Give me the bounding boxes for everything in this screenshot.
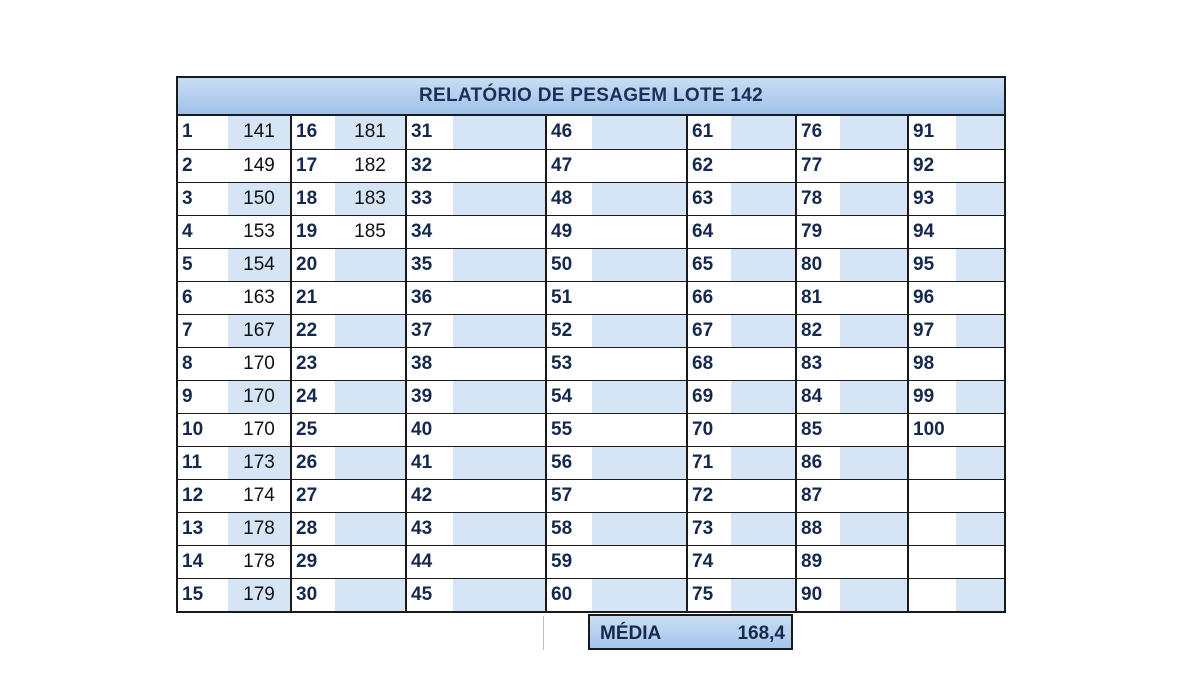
animal-number: 15 (178, 578, 228, 611)
animal-number: 29 (291, 545, 335, 578)
animal-number: 6 (178, 281, 228, 314)
weight-cell (592, 248, 687, 281)
animal-number: 86 (796, 446, 840, 479)
weight-cell: 149 (228, 149, 291, 182)
animal-number: 75 (687, 578, 731, 611)
weight-cell (731, 182, 796, 215)
table-row (178, 116, 1004, 149)
animal-number: 49 (546, 215, 592, 248)
table-row (178, 545, 1004, 578)
weights-grid (178, 116, 1004, 611)
weight-cell (592, 116, 687, 149)
animal-number: 74 (687, 545, 731, 578)
animal-number: 31 (406, 116, 453, 149)
animal-number: 3 (178, 182, 228, 215)
animal-number: 70 (687, 413, 731, 446)
animal-number: 39 (406, 380, 453, 413)
weight-cell (956, 479, 1004, 512)
weight-cell (731, 446, 796, 479)
weight-cell: 163 (228, 281, 291, 314)
animal-number: 72 (687, 479, 731, 512)
animal-number: 53 (546, 347, 592, 380)
animal-number: 76 (796, 116, 840, 149)
weight-cell: 174 (228, 479, 291, 512)
weight-cell (592, 446, 687, 479)
animal-number: 27 (291, 479, 335, 512)
animal-number: 82 (796, 314, 840, 347)
weight-cell (840, 215, 908, 248)
weight-cell (840, 281, 908, 314)
weight-cell (335, 446, 406, 479)
animal-number: 80 (796, 248, 840, 281)
weight-cell (592, 182, 687, 215)
weight-cell (840, 182, 908, 215)
weight-cell: 141 (228, 116, 291, 149)
weight-cell (956, 545, 1004, 578)
animal-number: 37 (406, 314, 453, 347)
weight-cell (731, 512, 796, 545)
animal-number (908, 512, 956, 545)
animal-number (908, 479, 956, 512)
weight-cell (840, 578, 908, 611)
weight-cell (592, 347, 687, 380)
animal-number: 65 (687, 248, 731, 281)
weight-cell (840, 347, 908, 380)
animal-number: 57 (546, 479, 592, 512)
table-row (178, 380, 1004, 413)
weight-cell (956, 380, 1004, 413)
animal-number: 28 (291, 512, 335, 545)
animal-number: 14 (178, 545, 228, 578)
weight-cell (731, 347, 796, 380)
weight-cell (335, 248, 406, 281)
weight-cell (335, 578, 406, 611)
table-row (178, 413, 1004, 446)
animal-number: 13 (178, 512, 228, 545)
weight-cell (840, 248, 908, 281)
weight-cell (335, 314, 406, 347)
table-row (178, 149, 1004, 182)
weight-cell (840, 512, 908, 545)
table-row (178, 314, 1004, 347)
table-row (178, 182, 1004, 215)
weight-cell (731, 479, 796, 512)
animal-number: 62 (687, 149, 731, 182)
weight-cell (592, 281, 687, 314)
weight-cell: 154 (228, 248, 291, 281)
animal-number: 99 (908, 380, 956, 413)
animal-number: 42 (406, 479, 453, 512)
weight-cell (956, 149, 1004, 182)
animal-number: 25 (291, 413, 335, 446)
animal-number: 64 (687, 215, 731, 248)
animal-number: 19 (291, 215, 335, 248)
animal-number: 59 (546, 545, 592, 578)
animal-number: 10 (178, 413, 228, 446)
animal-number: 43 (406, 512, 453, 545)
weight-cell (731, 149, 796, 182)
weight-cell (592, 413, 687, 446)
weight-cell: 185 (335, 215, 406, 248)
table-row (178, 446, 1004, 479)
animal-number: 1 (178, 116, 228, 149)
weight-cell: 153 (228, 215, 291, 248)
weight-cell (840, 446, 908, 479)
weight-cell (453, 314, 546, 347)
weight-cell (956, 413, 1004, 446)
animal-number: 83 (796, 347, 840, 380)
animal-number: 63 (687, 182, 731, 215)
table-row (178, 479, 1004, 512)
animal-number: 32 (406, 149, 453, 182)
animal-number: 44 (406, 545, 453, 578)
table-row (178, 281, 1004, 314)
animal-number: 38 (406, 347, 453, 380)
table-row (178, 578, 1004, 611)
animal-number: 2 (178, 149, 228, 182)
animal-number: 30 (291, 578, 335, 611)
weight-cell (956, 347, 1004, 380)
weight-cell (592, 149, 687, 182)
weight-cell (840, 380, 908, 413)
weight-cell: 183 (335, 182, 406, 215)
weight-cell (335, 380, 406, 413)
weight-cell (453, 446, 546, 479)
weight-cell (453, 380, 546, 413)
table-row (178, 248, 1004, 281)
weight-cell (453, 116, 546, 149)
animal-number: 33 (406, 182, 453, 215)
animal-number: 45 (406, 578, 453, 611)
weight-cell (453, 479, 546, 512)
animal-number: 73 (687, 512, 731, 545)
animal-number: 92 (908, 149, 956, 182)
weight-cell (731, 578, 796, 611)
animal-number: 77 (796, 149, 840, 182)
weight-cell (956, 446, 1004, 479)
animal-number (908, 578, 956, 611)
animal-number: 23 (291, 347, 335, 380)
weight-cell: 173 (228, 446, 291, 479)
weight-cell: 170 (228, 413, 291, 446)
animal-number: 88 (796, 512, 840, 545)
animal-number: 11 (178, 446, 228, 479)
animal-number: 81 (796, 281, 840, 314)
weight-cell: 150 (228, 182, 291, 215)
weight-cell (453, 182, 546, 215)
animal-number: 85 (796, 413, 840, 446)
weight-cell (731, 248, 796, 281)
animal-number: 67 (687, 314, 731, 347)
animal-number: 58 (546, 512, 592, 545)
animal-number: 46 (546, 116, 592, 149)
animal-number: 69 (687, 380, 731, 413)
weight-cell: 170 (228, 347, 291, 380)
weight-cell: 182 (335, 149, 406, 182)
weight-cell (592, 578, 687, 611)
report-title: RELATÓRIO DE PESAGEM LOTE 142 (178, 78, 1004, 116)
weight-cell (731, 116, 796, 149)
weight-cell (453, 215, 546, 248)
weight-cell (453, 413, 546, 446)
animal-number: 16 (291, 116, 335, 149)
weight-cell (731, 314, 796, 347)
animal-number: 93 (908, 182, 956, 215)
animal-number (908, 545, 956, 578)
weight-cell: 178 (228, 545, 291, 578)
animal-number: 96 (908, 281, 956, 314)
weighing-report-table (176, 76, 1006, 613)
animal-number: 56 (546, 446, 592, 479)
animal-number: 17 (291, 149, 335, 182)
weight-cell (840, 545, 908, 578)
weight-cell (453, 578, 546, 611)
animal-number: 94 (908, 215, 956, 248)
animal-number: 5 (178, 248, 228, 281)
animal-number: 54 (546, 380, 592, 413)
weight-cell (335, 413, 406, 446)
animal-number: 100 (908, 413, 956, 446)
weight-cell: 181 (335, 116, 406, 149)
animal-number: 97 (908, 314, 956, 347)
weight-cell (840, 149, 908, 182)
animal-number: 60 (546, 578, 592, 611)
weight-cell: 167 (228, 314, 291, 347)
table-row (178, 347, 1004, 380)
table-row (178, 512, 1004, 545)
weight-cell (335, 479, 406, 512)
weight-cell (592, 479, 687, 512)
animal-number: 21 (291, 281, 335, 314)
animal-number: 22 (291, 314, 335, 347)
weight-cell (956, 116, 1004, 149)
average-value: 168,4 (737, 623, 785, 644)
weight-cell (956, 215, 1004, 248)
weight-cell (840, 314, 908, 347)
cell-divider (543, 616, 544, 650)
weight-cell (453, 512, 546, 545)
weight-cell (335, 281, 406, 314)
animal-number: 12 (178, 479, 228, 512)
animal-number: 24 (291, 380, 335, 413)
animal-number: 55 (546, 413, 592, 446)
weight-cell: 179 (228, 578, 291, 611)
animal-number: 90 (796, 578, 840, 611)
weight-cell (840, 479, 908, 512)
animal-number: 61 (687, 116, 731, 149)
animal-number: 52 (546, 314, 592, 347)
animal-number: 50 (546, 248, 592, 281)
animal-number: 89 (796, 545, 840, 578)
animal-number: 84 (796, 380, 840, 413)
weight-cell (592, 314, 687, 347)
animal-number: 51 (546, 281, 592, 314)
animal-number: 95 (908, 248, 956, 281)
animal-number: 9 (178, 380, 228, 413)
animal-number: 41 (406, 446, 453, 479)
weight-cell (453, 545, 546, 578)
weight-cell (453, 281, 546, 314)
weight-cell (335, 347, 406, 380)
animal-number: 8 (178, 347, 228, 380)
animal-number: 87 (796, 479, 840, 512)
animal-number: 34 (406, 215, 453, 248)
weight-cell (592, 545, 687, 578)
animal-number: 68 (687, 347, 731, 380)
average-box (588, 614, 793, 650)
weight-cell (956, 512, 1004, 545)
animal-number: 7 (178, 314, 228, 347)
weight-cell (731, 413, 796, 446)
animal-number (908, 446, 956, 479)
animal-number: 35 (406, 248, 453, 281)
animal-number: 26 (291, 446, 335, 479)
weight-cell (453, 248, 546, 281)
weight-cell (731, 545, 796, 578)
weight-cell (956, 248, 1004, 281)
animal-number: 47 (546, 149, 592, 182)
animal-number: 18 (291, 182, 335, 215)
animal-number: 40 (406, 413, 453, 446)
average-label: MÉDIA (600, 623, 662, 644)
weight-cell (592, 380, 687, 413)
weight-cell (592, 512, 687, 545)
animal-number: 48 (546, 182, 592, 215)
weight-cell (592, 215, 687, 248)
weight-cell (840, 116, 908, 149)
weight-cell (731, 215, 796, 248)
weight-cell (956, 314, 1004, 347)
weight-cell (956, 281, 1004, 314)
animal-number: 98 (908, 347, 956, 380)
animal-number: 71 (687, 446, 731, 479)
weight-cell: 170 (228, 380, 291, 413)
animal-number: 79 (796, 215, 840, 248)
animal-number: 78 (796, 182, 840, 215)
weight-cell: 178 (228, 512, 291, 545)
weight-cell (840, 413, 908, 446)
weight-cell (453, 149, 546, 182)
animal-number: 66 (687, 281, 731, 314)
weight-cell (335, 545, 406, 578)
weight-cell (956, 182, 1004, 215)
weight-cell (335, 512, 406, 545)
animal-number: 36 (406, 281, 453, 314)
table-row (178, 215, 1004, 248)
weight-cell (956, 578, 1004, 611)
weight-cell (731, 380, 796, 413)
animal-number: 91 (908, 116, 956, 149)
weight-cell (731, 281, 796, 314)
animal-number: 4 (178, 215, 228, 248)
animal-number: 20 (291, 248, 335, 281)
weight-cell (453, 347, 546, 380)
